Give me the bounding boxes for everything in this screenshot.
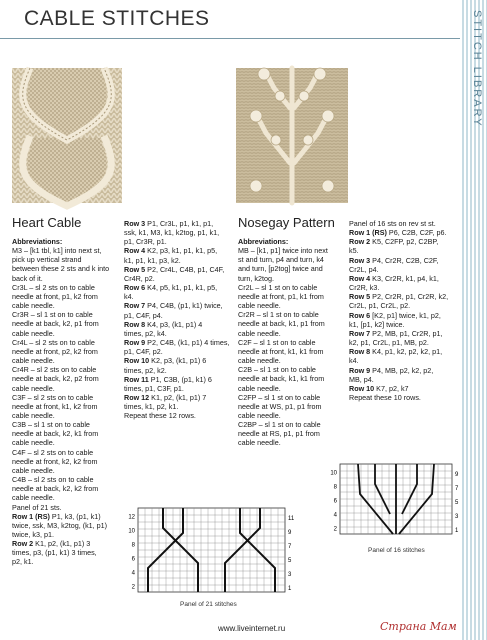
watermark-logo: Страна Мам	[380, 620, 457, 633]
nosegay-abbrev-line: cable needle.	[238, 356, 281, 366]
heart-abbrev-line: cable needle.	[12, 493, 55, 503]
heart-chart-row-label: 7	[288, 543, 292, 550]
nosegay-row-line: Row 6 [K2, p1] twice, k1, p2,	[349, 310, 441, 320]
heart-abbrev-line: back of it.	[12, 273, 43, 283]
nosegay-abbrev-line: C2B – sl 1 st on to cable	[238, 365, 316, 375]
heart-abbrev-line: C4F – sl 2 sts on to cable	[12, 447, 94, 457]
heart-abbrev-line: cable needle.	[12, 356, 55, 366]
nosegay-chart-row-label: 2	[333, 526, 337, 533]
nosegay-row-line: Row 7 P2, MB, p1, Cr2R, p1,	[349, 328, 443, 338]
heart-abbrev-line: cable needle.	[12, 465, 55, 475]
nosegay-chart-row-label: 9	[455, 471, 459, 478]
heart-row-line: Row 8 K4, p3, (k1, p1) 4	[124, 319, 203, 329]
heart-row-line: Row 12 K1, p2, (k1, p1) 7	[124, 392, 207, 402]
heart-row-line: Cr4R, p2.	[124, 273, 155, 283]
nosegay-pattern-photo	[236, 68, 348, 203]
nosegay-abbrev-line: needle at front, k1, k1 from	[238, 346, 324, 356]
heart-abbrev-line: Cr4R – sl 2 sts on to cable	[12, 365, 97, 375]
heart-abbrev-line: C4B – sl 2 sts on to cable	[12, 475, 94, 485]
nosegay-row-line: Row 4 K3, Cr2R, k1, p4, k1,	[349, 273, 439, 283]
heart-row-line: Row 5 P2, Cr4L, C4B, p1, C4F,	[124, 264, 225, 274]
heart-chart-row-label: 1	[288, 585, 292, 592]
nosegay-abbrev-line: st and turn, p4 and turn, k4	[238, 255, 324, 265]
heart-chart-row-label: 12	[128, 514, 135, 521]
heart-abbrev-line: C3B – sl 1 st on to cable	[12, 420, 90, 430]
heart-abbrev-line: Row 1 (RS) P1, k3, (p1, k1)	[12, 511, 101, 521]
nosegay-row-line: Cr2L, p4.	[349, 264, 379, 274]
heart-row-line: Row 4 K2, p3, k1, p1, k1, p5,	[124, 246, 218, 256]
nosegay-row-line: Row 1 (RS) P6, C2B, C2F, p6.	[349, 228, 447, 238]
heart-row-line: times, p1, C3F, p1.	[124, 383, 184, 393]
heart-abbrev-line: needle at front, p2, k2 from	[12, 346, 98, 356]
heart-row-line: times, p2, k2.	[124, 365, 167, 375]
nosegay-abbrev-line: needle at RS, p1, p1 from	[238, 429, 320, 439]
heart-cable-photo	[12, 68, 122, 203]
heart-abbrev-line: p2, k1.	[12, 557, 34, 567]
nosegay-row-line: Row 3 P4, Cr2R, C2B, C2F,	[349, 255, 439, 265]
heart-abbrev-line: needle at front, k1, k2 from	[12, 401, 98, 411]
heart-abbrev-line: Cr3L – sl 2 sts on to cable	[12, 282, 95, 292]
nosegay-row-line: Cr2R, k3.	[349, 283, 380, 293]
heart-cable-chart	[126, 506, 296, 598]
nosegay-chart	[326, 462, 459, 546]
nosegay-abbreviations	[238, 237, 346, 448]
page-header	[0, 0, 460, 39]
nosegay-chart-row-label: 3	[455, 513, 459, 520]
heart-chart-row-label: 11	[288, 515, 295, 522]
heart-abbrev-line: needle at front, p1, k2 from	[12, 291, 98, 301]
nosegay-row-line: k2, p1, Cr2L, p1, MB, p2.	[349, 338, 429, 348]
nosegay-abbrev-line: turn, k2tog.	[238, 273, 274, 283]
nosegay-row-line: MB, p4.	[349, 374, 374, 384]
nosegay-chart-row-label: 8	[333, 484, 337, 491]
heart-abbrev-line: needle at back, k2, k1 from	[12, 429, 99, 439]
nosegay-abbrev-line: needle at WS, p1, p1 from	[238, 401, 322, 411]
heart-abbrev-line: needle at back, k2, p2 from	[12, 374, 99, 384]
heart-row-line: Row 10 K2, p3, (k1, p1) 6	[124, 356, 207, 366]
nosegay-chart-row-label: 1	[455, 527, 459, 534]
nosegay-row-line: Row 5 P2, Cr2R, p1, Cr2R, k2,	[349, 292, 449, 302]
heart-row-line: k1, p1, k1, p3, k2.	[124, 255, 181, 265]
nosegay-row-line: k5.	[349, 246, 359, 256]
heart-abbrev-line: cable needle.	[12, 383, 55, 393]
heart-cable-heading: Heart Cable	[12, 215, 82, 230]
heart-chart-row-label: 2	[131, 584, 135, 591]
heart-abbrev-line: twice, k3, p1.	[12, 530, 54, 539]
nosegay-abbrev-line: cable needle.	[238, 438, 281, 448]
heart-row-line: times, p2, k4.	[124, 328, 167, 338]
heart-row-line: p1, C4F, p2.	[124, 347, 163, 357]
nosegay-chart-row-label: 6	[333, 498, 337, 505]
heart-abbrev-line: needle at back, k2, k2 from	[12, 484, 99, 494]
nosegay-abbrev-title: Abbreviations:	[238, 237, 289, 246]
nosegay-row-line: Row 10 K7, p2, k7	[349, 383, 409, 393]
nosegay-chart-row-label: 10	[330, 470, 337, 477]
heart-row-line: Row 11 P1, C3B, (p1, k1) 6	[124, 374, 212, 384]
nosegay-instructions	[349, 219, 459, 402]
heart-abbrev-line: needle at front, k2, k2 from	[12, 456, 98, 466]
heart-row-line: p1, C4F, p4.	[124, 310, 163, 320]
nosegay-abbrev-line: needle at back, k1, p1 from	[238, 319, 325, 329]
nosegay-abbrev-line: cable needle.	[238, 410, 281, 420]
nosegay-abbrev-line: C2BP – sl 1 st on to cable	[238, 420, 321, 430]
heart-chart-row-label: 10	[128, 528, 135, 535]
nosegay-row-line: Row 8 K4, p1, k2, p2, k2, p1,	[349, 347, 443, 357]
nosegay-row-line: k1, [p1, k2] twice.	[349, 319, 405, 329]
heart-row-line: Repeat these 12 rows.	[124, 411, 196, 421]
heart-abbrev-line: C3F – sl 2 sts on to cable	[12, 392, 94, 402]
nosegay-abbrev-line: C2F – sl 1 st on to cable	[238, 337, 316, 347]
side-label: STITCH LIBRARY	[471, 10, 483, 128]
nosegay-abbrev-line: cable needle.	[238, 301, 281, 311]
heart-row-line: ssk, k1, M3, k1, k2tog, p1, k1,	[124, 228, 220, 238]
heart-chart-row-label: 5	[288, 557, 292, 564]
heart-chart-row-label: 8	[131, 542, 135, 549]
nosegay-row-line: Cr2L, p1, Cr2L, p2.	[349, 301, 411, 311]
nosegay-chart-row-label: 7	[455, 485, 459, 492]
heart-abbrev-line: pick up vertical strand	[12, 255, 82, 265]
heart-row-line: Row 3 P1, Cr3L, p1, k1, p1,	[124, 219, 214, 228]
heart-abbrev-line: Panel of 21 sts.	[12, 502, 62, 512]
heart-abbrev-line: times, p3, (p1, k1) 3 times,	[12, 548, 97, 558]
nosegay-abbrev-line: and turn, [p2tog] twice and	[238, 264, 323, 274]
heart-abbrev-line: Cr4L – sl 2 sts on to cable	[12, 337, 95, 347]
heart-row-line: times, k1, p2, k1.	[124, 402, 179, 412]
heart-abbrev-title: Abbreviations:	[12, 237, 63, 246]
nosegay-abbrev-line: needle at front, p1, k1 from	[238, 291, 324, 301]
heart-abbrev-line: twice, ssk, M3, k2tog, (k1, p1)	[12, 520, 108, 530]
heart-abbrev-line: cable needle.	[12, 410, 55, 420]
heart-chart-row-label: 4	[131, 570, 135, 577]
heart-abbrev-line: between these 2 sts and k into	[12, 264, 110, 274]
heart-abbreviations	[12, 237, 122, 567]
page-title: CABLE STITCHES	[24, 7, 210, 30]
nosegay-abbrev-line: C2FP – sl 1 st on to cable	[238, 392, 321, 402]
nosegay-heading: Nosegay Pattern	[238, 215, 335, 230]
nosegay-chart-row-label: 5	[455, 499, 459, 506]
nosegay-abbrev-line: cable needle.	[238, 328, 281, 338]
nosegay-abbrev-line: Cr2R – sl 1 st on to cable	[238, 310, 319, 320]
nosegay-row-line: Repeat these 10 rows.	[349, 392, 421, 402]
heart-chart-row-label: 3	[288, 571, 292, 578]
nosegay-chart-row-label: 4	[333, 512, 337, 519]
heart-chart-caption: Panel of 21 stitches	[180, 601, 237, 608]
nosegay-row-line: Panel of 16 sts on rev st st.	[349, 219, 436, 228]
nosegay-abbrev-line: cable needle.	[238, 383, 281, 393]
heart-chart-row-label: 9	[288, 529, 292, 536]
heart-abbrev-line: Row 2 K1, p2, (k1, p1) 3	[12, 539, 91, 549]
heart-chart-row-label: 6	[131, 556, 135, 563]
heart-abbrev-line: cable needle.	[12, 438, 55, 448]
nosegay-row-line: Row 9 P4, MB, p2, k2, p2,	[349, 365, 434, 375]
nosegay-abbrev-line: needle at back, k1, k1 from	[238, 374, 325, 384]
heart-row-line: Row 7 P4, C4B, (p1, k1) twice,	[124, 301, 223, 311]
heart-row-line: Row 6 K4, p5, k1, p1, k1, p5,	[124, 283, 218, 293]
heart-abbrev-line: needle at back, k2, p1 from	[12, 319, 99, 329]
heart-abbrev-line: cable needle.	[12, 301, 55, 311]
nosegay-row-line: Row 2 K5, C2FP, p2, C2BP,	[349, 237, 439, 247]
heart-instructions	[124, 219, 234, 420]
heart-row-line: p1, Cr3R, p1.	[124, 237, 167, 247]
heart-row-line: k4.	[124, 292, 134, 302]
nosegay-chart-caption: Panel of 16 stitches	[368, 547, 425, 554]
heart-abbrev-line: cable needle.	[12, 328, 55, 338]
nosegay-abbrev-line: MB – [k1, p1] twice into next	[238, 246, 328, 256]
watermark-url: www.liveinternet.ru	[218, 624, 286, 633]
heart-abbrev-line: Cr3R – sl 1 st on to cable	[12, 310, 93, 320]
heart-abbrev-line: M3 – [k1 tbl, k1] into next st,	[12, 246, 102, 256]
heart-row-line: Row 9 P2, C4B, (k1, p1) 4 times,	[124, 338, 230, 348]
nosegay-abbrev-line: Cr2L – sl 1 st on to cable	[238, 282, 318, 292]
nosegay-row-line: k4.	[349, 356, 359, 366]
